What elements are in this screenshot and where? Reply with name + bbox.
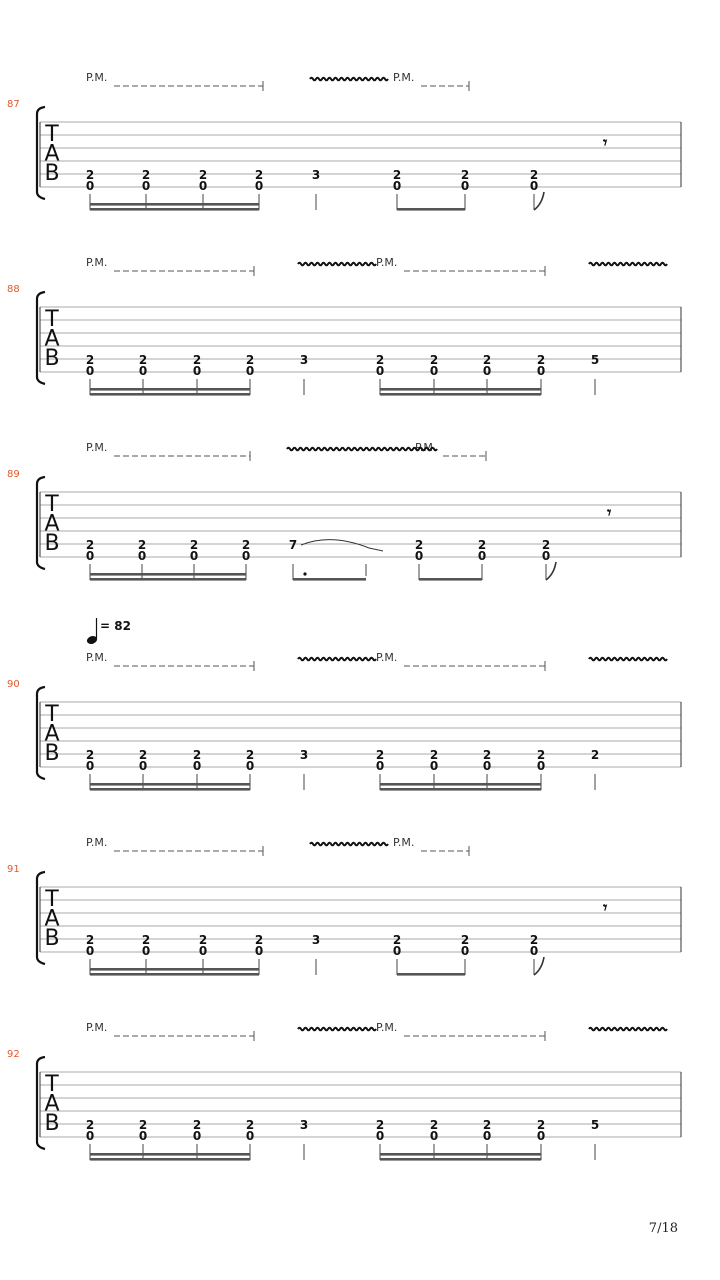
annotation-row	[86, 71, 469, 91]
eighth-rest: 𝄾	[607, 503, 612, 522]
tempo-value: = 82	[100, 619, 131, 633]
tab-clef-letter: B	[44, 926, 60, 951]
palm-mute-label: P.M.	[376, 651, 398, 664]
fret-number: 0	[482, 364, 492, 378]
fret-number: 0	[85, 364, 95, 378]
fret-number: 0	[138, 364, 148, 378]
vibrato-wavy-line	[298, 263, 376, 266]
palm-mute-label: P.M.	[376, 1021, 398, 1034]
tab-clef-letter: T	[45, 122, 59, 147]
fret-number: 2	[375, 353, 385, 367]
palm-mute-label: P.M.	[86, 1021, 108, 1034]
palm-mute-label: P.M.	[86, 836, 108, 849]
fret-number: 2	[460, 168, 470, 182]
fret-number: 0	[138, 1129, 148, 1143]
tab-clef-letter: T	[45, 887, 59, 912]
tab-clef-letter: A	[44, 141, 60, 167]
fret-number: 0	[536, 759, 546, 773]
fret-number: 0	[429, 1129, 439, 1143]
fret-number: 2	[482, 1118, 492, 1132]
beam	[90, 393, 250, 396]
fret-number: 0	[477, 549, 487, 563]
vibrato-wavy-line	[589, 263, 667, 266]
fret-number: 2	[85, 168, 95, 182]
fret-number: 0	[392, 944, 402, 958]
fret-number: 0	[254, 179, 264, 193]
measure-number: 92	[7, 1049, 20, 1060]
tab-clef-letter: A	[44, 906, 60, 932]
fret-number: 2	[192, 353, 202, 367]
tab-clef-letter: A	[44, 721, 60, 747]
fret-number: 0	[241, 549, 251, 563]
palm-mute-label: P.M.	[393, 836, 415, 849]
fret-number: 0	[375, 759, 385, 773]
fret-number: 0	[392, 179, 402, 193]
fret-number: 2	[529, 933, 539, 947]
fret-number: 0	[189, 549, 199, 563]
beam-secondary	[90, 783, 250, 786]
fret-number: 0	[536, 364, 546, 378]
fret-number: 0	[198, 179, 208, 193]
fret-number: 2	[429, 1118, 439, 1132]
fret-number: 0	[460, 944, 470, 958]
beam	[380, 393, 541, 396]
dot	[303, 572, 306, 575]
fret-number: 0	[138, 759, 148, 773]
beam	[380, 1158, 541, 1161]
measure-number: 90	[7, 679, 20, 690]
fret-number: 0	[85, 1129, 95, 1143]
slide-line	[369, 548, 383, 551]
vibrato-wavy-line	[310, 78, 388, 81]
tab-clef-letter: T	[45, 702, 59, 727]
tab-clef-letter: T	[45, 492, 59, 517]
palm-mute-label: P.M.	[376, 256, 398, 269]
fret-number: 2	[245, 353, 255, 367]
fret-number: 2	[137, 538, 147, 552]
fret-number: 0	[429, 364, 439, 378]
fret-number: 2	[198, 168, 208, 182]
fret-number: 2	[189, 538, 199, 552]
fret-number: 2	[536, 1118, 546, 1132]
fret-number: 0	[429, 759, 439, 773]
annotation-row	[86, 441, 486, 461]
vibrato-wavy-line	[589, 1028, 667, 1031]
annotation-row	[86, 836, 469, 856]
palm-mute-label: P.M.	[86, 71, 108, 84]
fret-number: 0	[460, 179, 470, 193]
page-indicator: 7/18	[648, 1221, 678, 1236]
fret-number: 2	[460, 933, 470, 947]
measure-number: 89	[7, 469, 20, 480]
tab-system	[0, 640, 720, 790]
vibrato-wavy-line	[310, 843, 388, 846]
fret-number: 0	[141, 179, 151, 193]
fret-number: 2	[85, 933, 95, 947]
fret-number: 2	[429, 353, 439, 367]
tempo-marking	[86, 614, 146, 652]
fret-number: 5	[590, 1118, 600, 1132]
fret-number: 2	[536, 748, 546, 762]
tab-system	[0, 825, 720, 975]
fret-number: 2	[141, 933, 151, 947]
beam	[90, 973, 259, 976]
fret-number: 2	[85, 748, 95, 762]
fret-number: 2	[536, 353, 546, 367]
fret-number: 2	[192, 748, 202, 762]
tab-system	[0, 60, 720, 210]
measure-number: 87	[7, 99, 20, 110]
measure-number: 91	[7, 864, 20, 875]
tab-clef-letter: T	[45, 307, 59, 332]
fret-number: 0	[529, 179, 539, 193]
tab-system	[0, 430, 720, 580]
beam	[397, 973, 465, 976]
fret-number: 5	[590, 353, 600, 367]
fret-number: 2	[85, 538, 95, 552]
eighth-flag	[534, 192, 544, 210]
fret-number: 0	[85, 179, 95, 193]
beam-secondary	[90, 1153, 250, 1156]
beam-secondary	[90, 203, 259, 206]
fret-number: 0	[541, 549, 551, 563]
tab-clef-letter: B	[44, 531, 60, 556]
fret-number: 0	[85, 549, 95, 563]
annotation-row	[86, 256, 667, 276]
fret-number: 2	[85, 353, 95, 367]
fret-number: 0	[536, 1129, 546, 1143]
beam-secondary	[90, 968, 259, 971]
vibrato-wavy-line	[298, 1028, 376, 1031]
fret-number: 2	[392, 933, 402, 947]
fret-number: 2	[198, 933, 208, 947]
beam-secondary	[380, 388, 541, 391]
fret-number: 0	[254, 944, 264, 958]
palm-mute-label: P.M.	[415, 441, 437, 454]
annotation-row	[86, 1021, 667, 1041]
beam	[90, 208, 259, 211]
tab-clef-letter: B	[44, 346, 60, 371]
fret-number: 0	[192, 1129, 202, 1143]
palm-mute-label: P.M.	[86, 651, 108, 664]
fret-number: 0	[482, 759, 492, 773]
eighth-rest: 𝄾	[603, 898, 608, 917]
eighth-rest: 𝄾	[603, 133, 608, 152]
beam-secondary	[90, 388, 250, 391]
beam	[90, 578, 246, 581]
beam	[90, 1158, 250, 1161]
beam-secondary	[380, 783, 541, 786]
fret-number: 7	[288, 538, 298, 552]
fret-number: 0	[375, 364, 385, 378]
fret-number: 0	[245, 1129, 255, 1143]
fret-number: 2	[414, 538, 424, 552]
fret-number: 2	[141, 168, 151, 182]
tab-clef-letter: B	[44, 741, 60, 766]
fret-number: 0	[529, 944, 539, 958]
fret-number: 2	[138, 1118, 148, 1132]
quarter-note-icon	[86, 614, 146, 648]
fret-number: 2	[375, 1118, 385, 1132]
fret-number: 2	[392, 168, 402, 182]
fret-number: 0	[245, 759, 255, 773]
palm-mute-label: P.M.	[393, 71, 415, 84]
fret-number: 0	[414, 549, 424, 563]
tab-clef-letter: A	[44, 1091, 60, 1117]
vibrato-wavy-line	[298, 658, 376, 661]
beam-secondary	[380, 1153, 541, 1156]
fret-number: 0	[141, 944, 151, 958]
tab-clef-letter: T	[45, 1072, 59, 1097]
fret-number: 2	[482, 748, 492, 762]
tab-clef-letter: A	[44, 326, 60, 352]
fret-number: 2	[241, 538, 251, 552]
beam-secondary	[90, 573, 246, 576]
measure-number: 88	[7, 284, 20, 295]
fret-number: 0	[245, 364, 255, 378]
beam	[419, 578, 482, 581]
fret-number: 0	[198, 944, 208, 958]
beam	[380, 788, 541, 791]
fret-number: 2	[477, 538, 487, 552]
fret-number: 0	[192, 364, 202, 378]
fret-number: 2	[138, 748, 148, 762]
fret-number: 0	[85, 944, 95, 958]
fret-number: 0	[375, 1129, 385, 1143]
annotation-row	[86, 651, 667, 671]
fret-number: 2	[245, 748, 255, 762]
fret-number: 0	[137, 549, 147, 563]
beam	[397, 208, 465, 211]
tab-clef-letter: B	[44, 161, 60, 186]
fret-number: 0	[192, 759, 202, 773]
fret-number: 3	[311, 933, 321, 947]
tab-system	[0, 1010, 720, 1160]
tab-system	[0, 245, 720, 395]
fret-number: 2	[541, 538, 551, 552]
fret-number: 2	[254, 168, 264, 182]
fret-number: 3	[299, 748, 309, 762]
palm-mute-label: P.M.	[86, 441, 108, 454]
fret-number: 2	[429, 748, 439, 762]
palm-mute-label: P.M.	[86, 256, 108, 269]
beam	[293, 578, 366, 581]
fret-number: 3	[299, 1118, 309, 1132]
fret-number: 2	[138, 353, 148, 367]
fret-number: 2	[482, 353, 492, 367]
fret-number: 3	[311, 168, 321, 182]
fret-number: 2	[85, 1118, 95, 1132]
fret-number: 2	[529, 168, 539, 182]
fret-number: 3	[299, 353, 309, 367]
fret-number: 2	[254, 933, 264, 947]
fret-number: 2	[375, 748, 385, 762]
eighth-flag	[534, 957, 544, 975]
tab-clef-letter: A	[44, 511, 60, 537]
fret-number: 2	[245, 1118, 255, 1132]
beam	[90, 788, 250, 791]
fret-number: 2	[590, 748, 600, 762]
fret-number: 0	[482, 1129, 492, 1143]
tab-clef-letter: B	[44, 1111, 60, 1136]
vibrato-wavy-line	[589, 658, 667, 661]
eighth-flag	[546, 562, 556, 580]
fret-number: 2	[192, 1118, 202, 1132]
fret-number: 0	[85, 759, 95, 773]
